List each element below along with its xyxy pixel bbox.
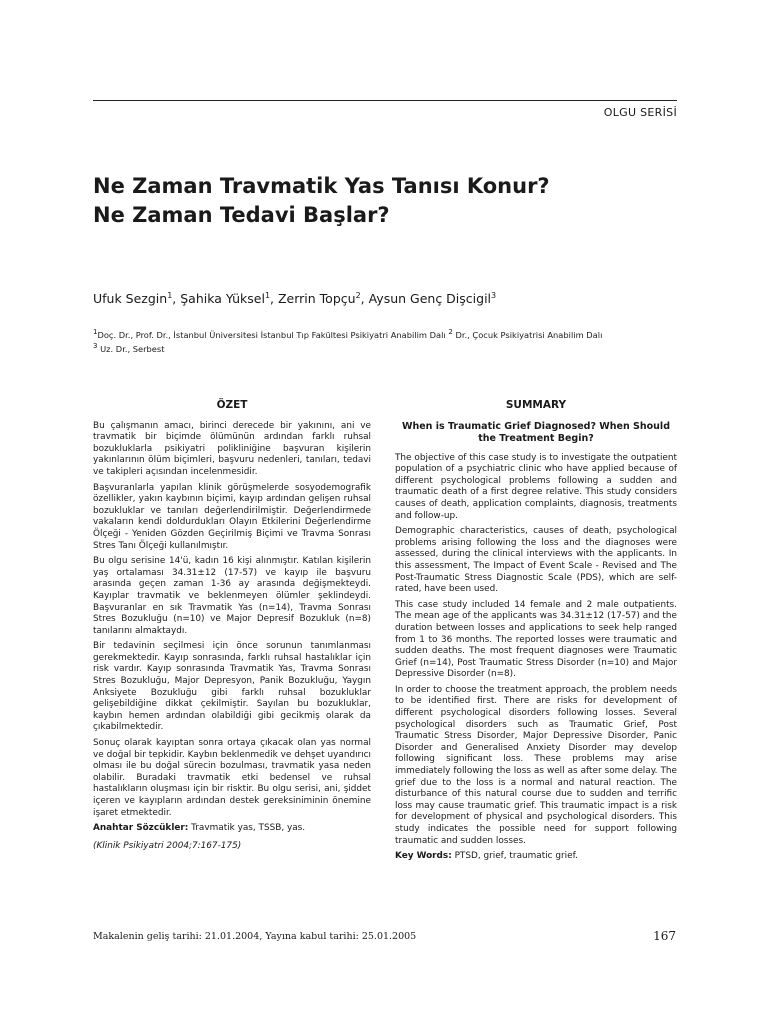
- article-title: [93, 172, 693, 230]
- summary-paragraph: The objective of this case study is to investigate the outpatient population of a psychiatric clinic who have applied because of different psychological problems following a sudden and traumatic death of a first degree relative. This study considers causes of death, application complaints, diagnosis, treatments and follow-up.: [395, 452, 677, 521]
- affiliation-text: Dr., Çocuk Psikiyatrisi Anabilim Dalı: [455, 329, 603, 340]
- ozet-paragraph: Bu olgu serisine 14'ü, kadın 16 kişi alınmıştır. Katılan kişilerin yaş ortalaması 34.31±12 (17-57) ve kayıp ile başvuru arasında geçen zaman 1-36 ay arasında değişmekteydi. Kayıplar travmatik ve beklenmeyen ölümler şeklindeydi. Başvuranlar en sık Travmatik Yas (n=14), Travma Sonrası Stres Bozukluğu (n=10) ve Major Depresif Bozukluk (n=8) tanılarını almaktaydı.: [93, 556, 371, 636]
- ozet-paragraph: Başvuranlarla yapılan klinik görüşmelerde sosyodemografik özellikler, yakın kaybının biçimi, kayıp ardından gelişen ruhsal bozukluklar ve tanıları değerlendirilmiştir. Değerlendirmede vakaların kendi doldurdukları Olayın Etkilerini Değerlendirme Ölçeği - Yeniden Gözden Geçirilmiş Biçimi ve Travma Sonrası Stres Tanı Ölçeği kullanılmıştır.: [93, 482, 371, 551]
- keywords-label: Anahtar Sözcükler:: [93, 823, 189, 834]
- affiliations: [93, 327, 602, 355]
- page-number: 167: [653, 929, 676, 943]
- citation: (Klinik Psikiyatri 2004;7:167-175): [93, 840, 242, 851]
- ozet-column: [93, 400, 371, 856]
- summary-subheading: When is Traumatic Grief Diagnosed? When Should the Treatment Begin?: [401, 420, 670, 444]
- summary-keywords: [395, 851, 677, 863]
- ozet-paragraph: Bir tedavinin seçilmesi için önce sorunun tanımlanması gerekmektedir. Kayıp sonrasında, farklı ruhsal hastalıklar için risk vardır. Kayıp sonrasında Travmatik Yas, Travma Sonrası Stres Bozukluğu, Major Depresyon, Panik Bozukluğu, Yaygın Anksiyete Bozukluğu gibi farklı ruhsal bozukluklar gelişebildiğine dikkat çekilmiştir. Sayılan bu bozukluklar, kaybın hemen ardından olabildiği gibi gecikmiş olarak da çıkabilmektedir.: [93, 641, 371, 733]
- summary-paragraph: This case study included 14 female and 2 male outpatients. The mean age of the applicants was 34.31±12 (17-57) and the duration between losses and applications to seek help ranged from 1 to 36 months. The reported losses were traumatic and sudden deaths. The most frequent diagnoses were Traumatic Grief (n=14), Post Traumatic Stress Disorder (n=10) and Major Depressive Disorder (n=8).: [395, 599, 677, 680]
- keywords-text: PTSD, grief, traumatic grief.: [454, 851, 578, 862]
- summary-paragraph: In order to choose the treatment approach, the problem needs to be identified first. There are risks for development of different psychological disorders following losses. Several psychological disorders such as Traumatic Grief, Post Traumatic Stress Disorder, Major Depressive Disorder, Panic Disorder and Generalised Anxiety Disorder may develop following significant loss. These problems may arise immediately following the loss as well as after some delay. The grief due to the loss is a normal and natural reaction. The disturbance of this natural course due to sudden and terrific loss may cause traumatic grief. This traumatic impact is a risk for development of physical and psychological disorders. This study indicates the possible need for support following traumatic and sudden losses.: [395, 684, 677, 846]
- author-name: Şahika Yüksel: [180, 291, 265, 307]
- affiliation-marker: 1: [93, 328, 98, 336]
- ozet-paragraph: Bu çalışmanın amacı, birinci derecede bir yakınını, ani ve travmatik bir biçimde ölümünün ardından farklı ruhsal bozukluklarla psikiyatri polikliniğine başvuran kişilerin yakınlarının ölüm biçimleri, başvuru nedenleri, tanıları, tedavi ve takipleri açısından incelenmesidir.: [93, 420, 371, 477]
- author-affiliation-marker: 3: [491, 291, 497, 300]
- affiliation-line-2: [93, 341, 602, 355]
- ozet-body: [93, 421, 371, 820]
- ozet-paragraph: Sonuç olarak kayıptan sonra ortaya çıkacak olan yas normal ve doğal bir tepkidir. Kaybın beklenmedik ve dehşet uyandırıcı olması ile bu doğal sürecin bozulması, travmatik yasa neden olabilir. Buradaki travmatik etki bedensel ve ruhsal hastalıkların oluşması için bir risktir. Bu olgu serisi, ani, şiddet içeren ve kayıpların ardından destek gereksiniminin önemine işaret etmektedir.: [93, 738, 371, 818]
- author-name: Ufuk Sezgin: [93, 291, 168, 307]
- submission-dates: Makalenin geliş tarihi: 21.01.2004, Yayına kabul tarihi: 25.01.2005: [93, 931, 417, 942]
- affiliation-text: Doç. Dr., Prof. Dr., İstanbul Üniversitesi İstanbul Tıp Fakültesi Psikiyatri Anabilim Dalı: [97, 329, 446, 340]
- author-affiliation-marker: 1: [264, 291, 271, 300]
- author-name: Aysun Genç Dişcigil: [368, 291, 492, 307]
- affiliation-marker: 3: [93, 341, 98, 350]
- series-label: OLGU SERİSİ: [603, 106, 677, 119]
- affiliation-line-1: [93, 327, 602, 341]
- keywords-label: Key Words:: [395, 851, 452, 862]
- summary-heading: SUMMARY: [505, 399, 567, 411]
- ozet-heading: ÖZET: [216, 399, 248, 411]
- affiliation-marker: 2: [448, 328, 453, 336]
- author-affiliation-marker: 2: [355, 291, 361, 300]
- author-list: Ufuk Sezgin$^1$, Şahika Yüksel$^1$, Zerrin Topçu$^2$, Aysun Genç Dişcigil$^3$: [93, 291, 497, 307]
- header-rule: [93, 100, 677, 101]
- title-line-2: Ne Zaman Tedavi Başlar?: [93, 203, 390, 227]
- summary-column: [395, 400, 677, 867]
- author-affiliation-marker: 1: [167, 291, 173, 300]
- affiliation-text: Uz. Dr., Serbest: [100, 343, 165, 354]
- summary-paragraph: Demographic characteristics, causes of death, psychological problems arising following the loss and the diagnoses were assessed, during the clinical interviews with the applicants. In this assessment, The Impact of Event Scale - Revised and The Post-Traumatic Stress Diagnostic Scale (PDS), which are self- rated, have been used.: [395, 526, 677, 595]
- summary-body: [395, 453, 677, 848]
- keywords-text: Travmatik yas, TSSB, yas.: [191, 823, 306, 834]
- ozet-keywords: [93, 823, 371, 835]
- title-line-1: Ne Zaman Travmatik Yas Tanısı Konur?: [93, 174, 550, 198]
- author-name: Zerrin Topçu: [277, 291, 356, 307]
